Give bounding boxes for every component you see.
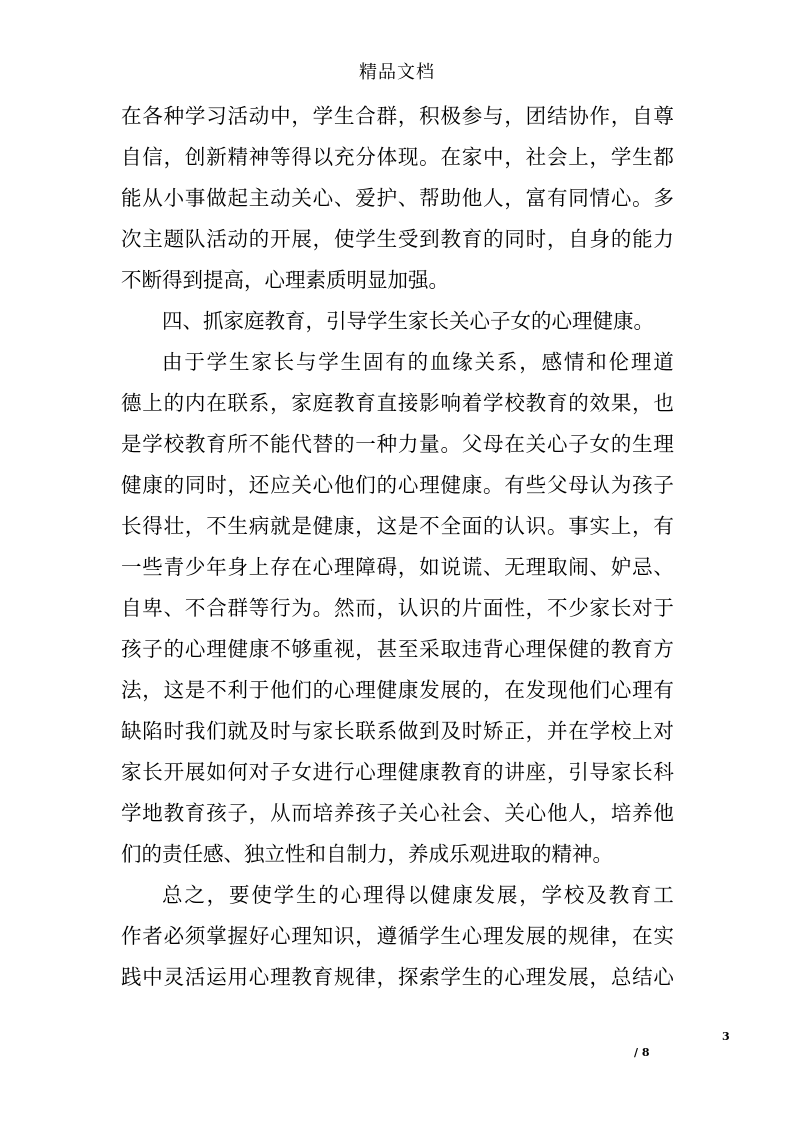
text-line: 德 上 的 内 在 联 系 ， 家 庭 教 育 直 接 影 响 着 学 校 教 育 的 效 果 ， 也 — [121, 391, 674, 415]
text-line: 能 从 小 事 做 起 主 动 关 心 、 爱 护 、 帮 助 他 人 ， 富 有 同 情 心 。 多 — [121, 186, 674, 210]
text-line: 缺 陷 时 我 们 就 及 时 与 家 长 联 系 做 到 及 时 矫 正 ， 并 在 学 校 上 对 — [121, 719, 674, 743]
page-number: 3 — [722, 1030, 730, 1043]
text-line: 法 ， 这 是 不 利 于 他 们 的 心 理 健 康 发 展 的 ， 在 发 现 他 们 心 理 有 — [121, 678, 674, 702]
text-line: 孩 子 的 心 理 健 康 不 够 重 视 ， 甚 至 采 取 违 背 心 理 保 健 的 教 育 方 — [121, 637, 674, 661]
document-body — [121, 96, 674, 998]
text-line: 总 之 ， 要 使 学 生 的 心 理 得 以 健 康 发 展 ， 学 校 及 教 育 工 — [162, 883, 674, 907]
text-line: 不断得到提高，心理素质明显加强。 — [121, 268, 449, 292]
text-line: 健 康 的 同 时 ， 还 应 关 心 他 们 的 心 理 健 康 。 有 些 父 母 认 为 孩 子 — [121, 473, 674, 497]
text-line: 一 些 青 少 年 身 上 存 在 心 理 障 碍 ， 如 说 谎 、 无 理 取 闹 、 妒 忌 、 — [121, 555, 674, 579]
text-line: 是 学 校 教 育 所 不 能 代 替 的 一 种 力 量 。 父 母 在 关 心 子 女 的 生 理 — [121, 432, 674, 456]
text-line: 次 主 题 队 活 动 的 开 展 ， 使 学 生 受 到 教 育 的 同 时 ， 自 身 的 能 力 — [121, 227, 674, 251]
text-line: 自 卑 、 不 合 群 等 行 为 。 然 而 ， 认 识 的 片 面 性 ， 不 少 家 长 对 于 — [121, 596, 674, 620]
page-header-title: 精品文档 — [359, 62, 435, 83]
text-line: 作 者 必 须 掌 握 好 心 理 知 识 ， 遵 循 学 生 心 理 发 展 的 规 律 ， 在 实 — [121, 924, 674, 948]
text-line: 在 各 种 学 习 活 动 中 ， 学 生 合 群 ， 积 极 参 与 ， 团 结 协 作 ， 自 尊 — [121, 104, 674, 128]
text-line: 四、抓家庭教育，引导学生家长关心子女的心理健康。 — [162, 309, 654, 333]
text-line: 自 信 ， 创 新 精 神 等 得 以 充 分 体 现 。 在 家 中 ， 社 会 上 ， 学 生 都 — [121, 145, 674, 169]
text-line: 学 地 教 育 孩 子 ， 从 而 培 养 孩 子 关 心 社 会 、 关 心 他 人 ， 培 养 他 — [121, 801, 674, 825]
text-line: 践 中 灵 活 运 用 心 理 教 育 规 律 ， 探 索 学 生 的 心 理 发 展 ， 总 结 心 — [121, 965, 674, 989]
text-line: 长 得 壮 ， 不 生 病 就 是 健 康 ， 这 是 不 全 面 的 认 识 。 事 实 上 ， 有 — [121, 514, 674, 538]
text-line: 们的责任感、独立性和自制力，养成乐观进取的精神。 — [121, 842, 613, 866]
page-total: / 8 — [634, 1046, 650, 1059]
text-line: 家 长 开 展 如 何 对 子 女 进 行 心 理 健 康 教 育 的 讲 座 ， 引 导 家 长 科 — [121, 760, 674, 784]
text-line: 由 于 学 生 家 长 与 学 生 固 有 的 血 缘 关 系 ， 感 情 和 伦 理 道 — [162, 350, 674, 374]
